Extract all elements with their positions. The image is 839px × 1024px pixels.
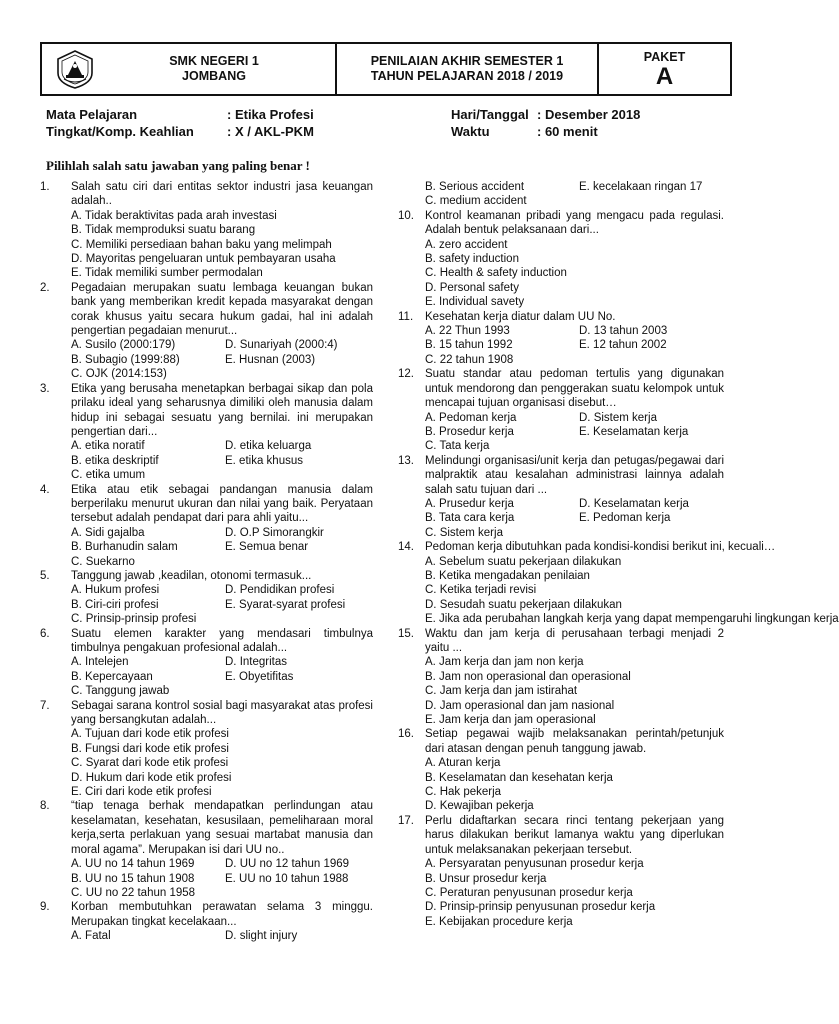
answer-option: D. Sesudah suatu pekerjaan dilakukan [425,598,622,611]
answer-option: A. UU no 14 tahun 1969 [71,858,195,871]
school-name-line-1: SMK NEGERI 1 [169,54,259,68]
answer-option: D. Sunariyah (2000:4) [225,339,338,352]
answer-option: D. O.P Simorangkir [225,526,324,539]
question-body [425,727,724,813]
question-text: Pegadaian merupakan suatu lembaga keuangan bukan bank yang memberikan kredit kepada masyarakat dengan corak khusus yaitu secara hukum gadai, hal ini adalah pengertian pegadaian menurut... [71,281,373,338]
answer-option: E. Obyetifitas [225,670,294,683]
answer-option: E. Individual savety [425,296,525,309]
answer-option: C. etika umum [71,469,146,482]
answer-option: E. Semua benar [225,541,309,554]
question-body [71,569,373,627]
answer-option: A. Persyaratan penyusunan prosedur kerja [425,858,644,871]
answer-options [425,238,724,310]
answer-option: E. Pedoman kerja [579,512,671,525]
question-item [40,483,373,569]
answer-option: B. Tidak memproduksi suatu barang [71,224,256,237]
question-number [398,180,425,209]
answer-option: A. Tidak beraktivitas pada arah investasi [71,209,277,222]
answer-option-row [71,338,373,352]
answer-option: A. zero accident [425,238,508,251]
answer-option: E. Kebijakan procedure kerja [425,915,573,928]
question-item [40,627,373,699]
answer-option: A. Tujuan dari kode etik profesi [71,728,229,741]
level-value: : X / AKL-PKM [227,124,314,139]
answer-option: B. Kepercayaan [71,670,153,683]
answer-option-row [71,454,373,468]
school-name-line-2: JOMBANG [182,69,246,83]
question-item [398,180,724,209]
answer-option-row [71,540,373,554]
answer-option: A. Pedoman kerja [425,411,517,424]
answer-option-row [425,425,724,439]
exam-title [337,44,599,94]
answer-option: C. Health & safety induction [425,267,567,280]
question-text: Salah satu ciri dari entitas sektor industri jasa keuangan adalah.. [71,181,373,208]
answer-option: B. Unsur prosedur kerja [425,872,547,885]
answer-option: D. Prinsip-prinsip penyusunan prosedur kerja [425,901,656,914]
answer-option: E. Jika ada perubahan langkah kerja yang dapat mempengaruhi lingkungan kerja [425,613,839,626]
date-value: : Desember 2018 [537,107,641,122]
question-text: Melindungi organisasi/unit kerja dan petugas/pegawai dari malpraktik atau kesalahan administrasi lainnya adalah salah satu tujuan dari ... [425,454,724,496]
question-number: 17. [398,814,414,827]
question-body [425,814,724,929]
paket-label: PAKET [643,50,686,64]
answer-option: E. Tidak memiliki sumber permodalan [71,267,263,280]
question-text: Setiap pegawai wajib melaksanakan perintah/petunjuk dari atasan dengan penuh tanggung jawab. [425,728,724,755]
question-body [425,454,724,540]
question-number: 1. [40,181,50,193]
answer-option: B. Keselamatan dan kesehatan kerja [425,771,613,784]
answer-option: D. etika keluarga [225,440,312,453]
answer-option-row [71,857,373,871]
question-body [425,627,724,728]
subject-value: : Etika Profesi [227,107,314,122]
question-body [425,180,724,209]
answer-option: B. Serious accident [425,181,525,193]
answer-option: B. UU no 15 tahun 1908 [71,872,195,885]
answer-options [71,727,373,799]
question-body [71,627,373,699]
answer-options [71,929,373,943]
question-number: 9. [40,901,50,914]
date-label: Hari/Tanggal [451,107,529,122]
question-text: Etika yang berusaha menetapkan berbagai sikap dan pola prilaku ideal yang seharusnya dimiliki oleh manusia dalam hidup ini sebagai sesuatu yang bernilai. ini merupakan pengertian dari... [71,382,373,438]
answer-option: E. Syarat-syarat profesi [225,598,346,611]
school-crest-icon [54,49,96,89]
answer-option: D. Keselamatan kerja [579,497,689,510]
question-item [398,367,724,453]
question-text: Sebagai sarana kontrol sosial bagi masyarakat atas profesi yang bersangkutan adalah... [71,699,373,727]
answer-option: C. Prinsip-prinsip profesi [71,613,197,626]
school-name [154,54,274,84]
answer-options [71,338,373,381]
answer-option: B. Jam non operasional dan operasional [425,670,631,683]
answer-option: B. Fungsi dari kode etik profesi [71,742,229,755]
question-number: 11. [398,310,414,323]
answer-option-row [71,439,373,453]
answer-option: D. 13 tahun 2003 [579,325,668,338]
answer-option: D. UU no 12 tahun 1969 [225,858,350,871]
question-item [40,382,373,483]
answer-option: B. Tata cara kerja [425,512,515,525]
question-number: 7. [40,699,50,712]
paket-cell [599,44,730,94]
answer-options [425,655,724,727]
answer-option: B. Subagio (1999:88) [71,353,180,366]
answer-option: A. Sebelum suatu pekerjaan dilakukan [425,555,622,568]
question-body [71,382,373,483]
answer-options [425,497,724,540]
question-text: Pedoman kerja dibutuhkan pada kondisi-kondisi berikut ini, kecuali… [425,541,776,554]
exam-title-line-2: TAHUN PELAJARAN 2018 / 2019 [370,69,564,83]
answer-option: D. Jam operasional dan jam nasional [425,699,615,712]
answer-option: D. slight injury [225,930,298,943]
answer-option: E. Ciri dari kode etik profesi [71,786,212,799]
question-text: Tanggung jawab ,keadilan, otonomi termasuk... [71,569,312,582]
answer-option-row [71,872,373,886]
answer-option: C. Memiliki persediaan bahan baku yang melimpah [71,238,332,251]
question-number: 12. [398,368,414,381]
answer-option: C. Sistem kerja [425,526,503,539]
answer-option: C. 22 tahun 1908 [425,353,514,366]
answer-option-row [425,180,724,194]
answer-option: B. Prosedur kerja [425,425,514,438]
answer-option: D. Sistem kerja [579,411,657,424]
question-item [398,814,724,929]
answer-options [425,555,839,627]
question-body [71,180,373,281]
question-text: Waktu dan jam kerja di perusahaan terbagi menjadi 2 yaitu ... [425,627,724,654]
answer-option: A. Jam kerja dan jam non kerja [425,656,584,669]
answer-option: C. Hak pekerja [425,786,502,799]
question-item [398,310,724,368]
paket-code: A [655,63,674,90]
question-body [71,900,373,943]
question-number: 14. [398,541,414,554]
answer-option: B. 15 tahun 1992 [425,339,513,352]
answer-option: C. OJK (2014:153) [71,368,167,381]
question-body [71,281,373,382]
answer-options [425,324,724,367]
answer-option: B. Burhanudin salam [71,541,178,554]
answer-option: A. Prusedur kerja [425,497,514,510]
question-item [398,454,724,540]
answer-option: E. UU no 10 tahun 1988 [225,872,349,885]
answer-option: E. kecelakaan ringan 17 [579,181,703,193]
answer-option: D. Hukum dari kode etik profesi [71,771,232,784]
instruction-text: Pilihlah salah satu jawaban yang paling benar ! [46,158,310,173]
school-cell [42,44,337,94]
question-text: Etika atau etik sebagai pandangan manusia dalam berperilaku menurut ukuran dan nilai yang baik. Peryataan tersebut adalah pendapat dari para ahli yaitu... [71,483,373,525]
answer-option-row [71,670,373,684]
answer-option: B. Ketika mengadakan penilaian [425,569,590,582]
answer-option-row [425,497,724,511]
answer-option: C. Tanggung jawab [71,685,170,698]
questions-left-column [40,180,373,944]
question-item [398,627,724,728]
time-value: : 60 menit [537,124,598,139]
question-number: 5. [40,569,50,582]
answer-options [71,439,373,482]
question-item [398,209,724,310]
answer-option: A. etika noratif [71,440,145,453]
answer-option-row [71,598,373,612]
question-number: 15. [398,627,414,640]
subject-label: Mata Pelajaran [46,107,138,122]
question-body [71,483,373,569]
answer-option-row [71,353,373,367]
answer-option: D. Pendidikan profesi [225,584,335,597]
answer-option-row [71,583,373,597]
answer-option: A. Sidi gajalba [71,526,145,539]
exam-title-line-1: PENILAIAN AKHIR SEMESTER 1 [370,54,564,68]
answer-option: C. Suekarno [71,555,135,568]
answer-option: B. safety induction [425,253,519,266]
answer-option: B. etika deskriptif [71,454,159,467]
question-item [40,900,373,943]
answer-option: A. Intelejen [71,656,129,669]
question-body [425,209,724,310]
answer-option: D. Mayoritas pengeluaran untuk pembayaran usaha [71,253,336,266]
answer-option: C. Syarat dari kode etik profesi [71,757,229,770]
question-item [40,180,373,281]
answer-option: B. Ciri-ciri profesi [71,598,159,611]
question-text: Korban membutuhkan perawatan selama 3 minggu. Merupakan tingkat kecelakaan... [71,901,373,928]
question-number: 13. [398,454,414,467]
question-item [398,727,724,813]
answer-option: E. Jam kerja dan jam operasional [425,714,596,727]
question-body [425,540,839,626]
answer-option-row [71,655,373,669]
answer-option: A. Hukum profesi [71,584,160,597]
answer-option: E. etika khusus [225,454,303,467]
answer-option: A. Susilo (2000:179) [71,339,176,352]
answer-option: E. Keselamatan kerja [579,425,689,438]
answer-option: C. Ketika terjadi revisi [425,584,537,597]
answer-option: C. UU no 22 tahun 1958 [71,886,196,899]
answer-option: E. 12 tahun 2002 [579,339,667,352]
schedule-info [451,106,640,140]
questions-right-column [398,180,839,929]
question-number: 16. [398,728,414,741]
question-body [71,699,373,800]
question-text: Suatu elemen karakter yang mendasari timbulnya timbulnya pengakuan profesional adalah... [71,627,373,654]
answer-option: A. 22 Thun 1993 [425,325,510,338]
answer-option: C. Jam kerja dan jam istirahat [425,685,578,698]
question-text: Suatu standar atau pedoman tertulis yang digunakan untuk mendorong dan penggerakan suatu kelompok untuk mencapai tujuan organisasi disebut… [425,368,724,410]
answer-options [71,526,373,569]
question-text: Perlu didaftarkan secara rinci tentang pekerjaan yang harus dilakukan berikut lamanya waktu yang diperlukan untuk melaksanakan pekerjaan tersebut. [425,814,724,856]
question-text: Kesehatan kerja diatur dalam UU No. [425,310,616,323]
question-item [40,699,373,800]
question-body [425,367,724,453]
question-item [398,540,839,626]
time-label: Waktu [451,124,490,139]
question-number: 4. [40,483,50,496]
question-body [425,310,724,368]
question-item [40,799,373,900]
level-label: Tingkat/Komp. Keahlian [46,124,194,139]
question-item [40,281,373,382]
question-body [71,799,373,900]
answer-options [425,756,724,814]
answer-option: C. Tata kerja [425,440,490,453]
answer-option: C. Peraturan penyusunan prosedur kerja [425,886,633,899]
answer-options [425,180,724,209]
answer-options [425,857,724,929]
answer-option-row [71,929,373,943]
answer-option: D. Kewajiban pekerja [425,800,534,813]
question-number: 10. [398,209,414,222]
answer-option: D. Personal safety [425,281,519,294]
answer-options [71,857,373,900]
answer-option: A. Aturan kerja [425,757,501,770]
question-number: 3. [40,382,50,395]
answer-options [71,655,373,698]
answer-option-row [425,411,724,425]
question-text: Kontrol keamanan pribadi yang mengacu pada regulasi. Adalah bentuk pelaksanaan dari... [425,209,724,237]
question-number: 2. [40,281,50,294]
answer-option: A. Fatal [71,930,111,943]
answer-options [71,209,373,281]
answer-options [425,411,724,454]
answer-option-row [425,338,724,352]
question-item [40,569,373,627]
answer-option: C. medium accident [425,195,527,208]
answer-option-row [71,526,373,540]
answer-options [71,583,373,626]
answer-option: E. Husnan (2003) [225,353,316,366]
answer-option: D. Integritas [225,656,287,669]
exam-header [40,42,732,96]
answer-option-row [425,324,724,338]
question-number: 8. [40,800,50,813]
subject-info [46,106,314,140]
question-text: “tiap tenaga berhak mendapatkan perlindungan atau keselamatan, kesehatan, kesusilaan, pemeliharaan moral kerja,serta perlakuan yang sesuai martabat manusia dan moral agama”. Merupakan isi dari UU no.. [71,800,373,856]
answer-option-row [425,511,724,525]
question-number: 6. [40,627,50,640]
